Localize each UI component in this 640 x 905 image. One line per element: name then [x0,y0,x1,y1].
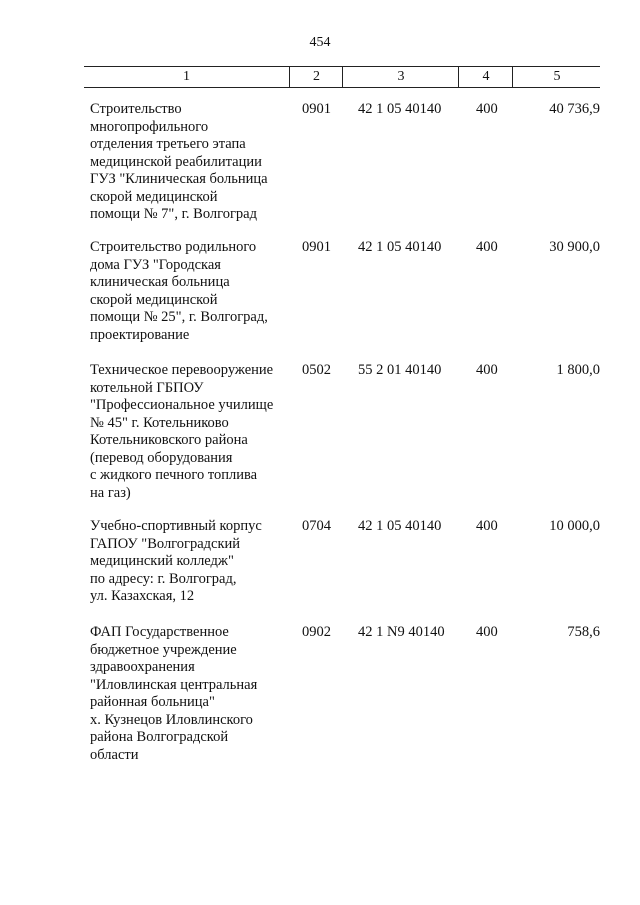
row-section-code: 0901 [302,239,331,255]
row-expense-type: 400 [476,362,498,378]
row-expense-type: 400 [476,624,498,640]
header-col-3: 3 [342,67,459,87]
row-description: ФАП Государственное бюджетное учреждение здравоохранения "Иловлинская центральная районная больница" х. Кузнецов Иловлинского района Волгоградской области [90,624,258,763]
row-section-code: 0502 [302,362,331,378]
row-target-code: 42 1 05 40140 [358,518,442,534]
table-header [84,66,600,88]
header-col-5: 5 [512,67,601,87]
row-amount: 40 736,9 [549,101,600,117]
row-expense-type: 400 [476,239,498,255]
header-col-1: 1 [183,69,190,84]
row-description: Учебно-спортивный корпус ГАПОУ "Волгоградский медицинский колледж" по адресу: г. Волгоград, ул. Казахская, 12 [90,518,262,604]
row-amount: 1 800,0 [556,362,600,378]
row-expense-type: 400 [476,518,498,534]
row-target-code: 55 2 01 40140 [358,362,442,378]
header-col-2: 2 [289,67,343,87]
header-col-4: 4 [458,67,513,87]
row-amount: 758,6 [567,624,600,640]
row-description: Строительство родильного дома ГУЗ "Городская клиническая больница скорой медицинской помощи № 25", г. Волгоград, проектирование [90,239,268,343]
row-target-code: 42 1 N9 40140 [358,624,445,640]
row-target-code: 42 1 05 40140 [358,101,442,117]
row-section-code: 0902 [302,624,331,640]
row-section-code: 0704 [302,518,331,534]
row-description: Техническое перевооружение котельной ГБПОУ "Профессиональное училище № 45" г. Котельниково Котельниковского района (перевод оборудования с жидкого печного топлива на газ) [90,362,274,501]
row-amount: 10 000,0 [549,518,600,534]
row-expense-type: 400 [476,101,498,117]
row-section-code: 0901 [302,101,331,117]
row-description: Строительство многопрофильного отделения третьего этапа медицинской реабилитации ГУЗ "Клиническая больница скорой медицинской помощи № 7", г. Волгоград [90,101,268,222]
row-target-code: 42 1 05 40140 [358,239,442,255]
page-number: 454 [309,35,331,50]
row-amount: 30 900,0 [549,239,600,255]
